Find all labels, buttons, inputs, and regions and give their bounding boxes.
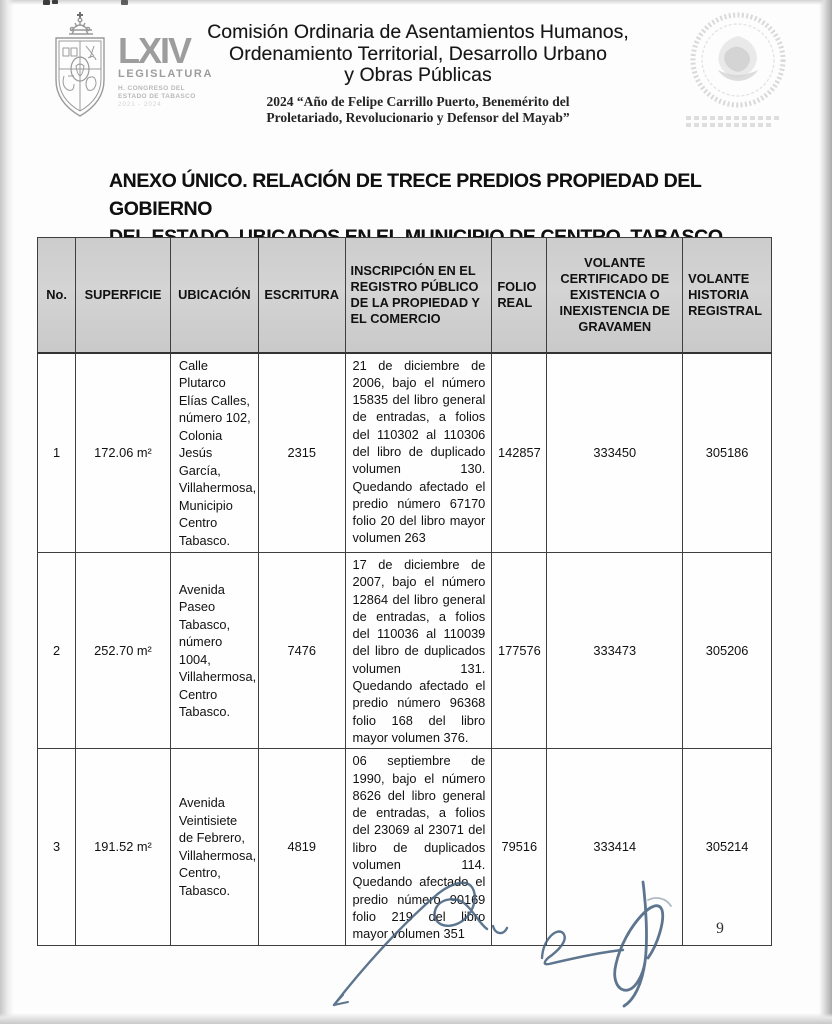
mexico-national-seal-icon bbox=[688, 12, 788, 112]
cell-escritura: 2315 bbox=[258, 353, 345, 553]
cell-folio-real: 177576 bbox=[492, 553, 547, 749]
scan-edge-bottom bbox=[0, 1013, 832, 1024]
col-header-escritura: ESCRITURA bbox=[258, 238, 345, 353]
cell-inscripcion: 17 de diciembre de 2007, bajo el número 12864 del libro general de entradas, a folios del 110036 al 110039 del libro de duplicados volumen 131. Quedando afectado el predio número 96368 folio 168 del libro mayor volumen 376. bbox=[345, 553, 492, 749]
legislature-number: LXIV bbox=[118, 30, 191, 71]
cell-no: 1 bbox=[38, 353, 76, 553]
congress-term: 2021 - 2024 bbox=[118, 101, 162, 108]
scan-speck bbox=[52, 0, 58, 4]
cell-escritura: 4819 bbox=[258, 749, 345, 945]
table-header-row bbox=[38, 238, 772, 353]
cell-volante-historia: 305206 bbox=[683, 553, 772, 749]
cell-volante-historia: 305186 bbox=[683, 353, 772, 553]
col-header-volante-certificado: VOLANTE CERTIFICADO DE EXISTENCIA O INEXISTENCIA DE GRAVAMEN bbox=[547, 238, 683, 353]
table-row bbox=[38, 353, 772, 553]
col-header-no: No. bbox=[38, 238, 76, 353]
table-row bbox=[38, 749, 772, 945]
col-header-volante-historia: VOLANTE HISTORIA REGISTRAL bbox=[683, 238, 772, 353]
table-row bbox=[38, 553, 772, 749]
col-header-ubicacion: UBICACIÓN bbox=[170, 238, 258, 353]
col-header-inscripcion: INSCRIPCIÓN EN EL REGISTRO PÚBLICO DE LA PROPIEDAD Y EL COMERCIO bbox=[345, 238, 492, 353]
cell-folio-real: 142857 bbox=[492, 353, 547, 553]
commission-title-line3: y Obras Públicas bbox=[344, 64, 492, 86]
cell-volante-certificado: 333450 bbox=[547, 353, 683, 553]
cell-volante-certificado: 333414 bbox=[547, 749, 683, 945]
cell-volante-certificado: 333473 bbox=[547, 553, 683, 749]
cell-ubicacion: Calle Plutarco Elías Calles, número 102, Colonia Jesús García, Villahermosa, Municipio Centro Tabasco. bbox=[170, 353, 258, 553]
col-header-folio-real: FOLIO REAL bbox=[492, 238, 547, 353]
col-header-superficie: SUPERFICIE bbox=[76, 238, 171, 353]
legislature-label: LEGISLATURA bbox=[118, 68, 214, 80]
congress-line1: H. CONGRESO DEL bbox=[118, 85, 186, 92]
year-motto-line1: 2024 “Año de Felipe Carrillo Puerto, Benemérito del bbox=[266, 93, 570, 109]
cell-folio-real: 79516 bbox=[492, 749, 547, 945]
cell-escritura: 7476 bbox=[258, 553, 345, 749]
scan-speck bbox=[121, 0, 128, 5]
seal-caption-text bbox=[686, 116, 780, 130]
scan-edge-right bbox=[819, 0, 832, 1024]
page-number: 9 bbox=[716, 920, 724, 937]
congress-line2: ESTADO DE TABASCO bbox=[118, 93, 196, 100]
cell-no: 2 bbox=[38, 553, 76, 749]
document-title-line1: ANEXO ÚNICO. RELACIÓN DE TRECE PREDIOS PROPIEDAD DEL GOBIERNO bbox=[109, 170, 702, 220]
cell-ubicacion: Avenida Veintisiete de Febrero, Villahermosa, Centro, Tabasco. bbox=[170, 749, 258, 945]
scan-speck bbox=[43, 0, 50, 5]
commission-title-line1: Comisión Ordinaria de Asentamientos Humanos, bbox=[207, 21, 629, 43]
cell-inscripcion: 21 de diciembre de 2006, bajo el número 15835 del libro general de entradas, a folios del 110302 al 110306 del libro de duplicado volumen 130. Quedando afectado el predio número 67170 folio 20 del libro mayor volumen 263 bbox=[345, 353, 492, 553]
cell-superficie: 252.70 m² bbox=[76, 553, 171, 749]
signature-stroke-1 bbox=[334, 995, 348, 1005]
cell-inscripcion: 06 septiembre de 1990, bajo el número 8626 del libro general de entradas, a folios del 23069 al 23071 del libro de duplicados volumen 114. Quedando afectado el predio número 90169 folio 219 del libro mayor volumen 351 bbox=[345, 749, 492, 945]
year-motto-line2: Proletariado, Revolucionario y Defensor del Mayab” bbox=[266, 109, 570, 125]
predios-table bbox=[37, 237, 772, 946]
scan-edge-left bbox=[0, 0, 14, 1024]
cell-ubicacion: Avenida Paseo Tabasco, número 1004, Villahermosa, Centro Tabasco. bbox=[170, 553, 258, 749]
commission-title bbox=[128, 22, 708, 126]
tabasco-coat-of-arms-icon bbox=[48, 10, 114, 122]
cell-superficie: 172.06 m² bbox=[76, 353, 171, 553]
cell-volante-historia: 305214 bbox=[683, 749, 772, 945]
commission-title-line2: Ordenamiento Territorial, Desarrollo Urbano bbox=[229, 42, 607, 65]
cell-no: 3 bbox=[38, 749, 76, 945]
cell-superficie: 191.52 m² bbox=[76, 749, 171, 945]
